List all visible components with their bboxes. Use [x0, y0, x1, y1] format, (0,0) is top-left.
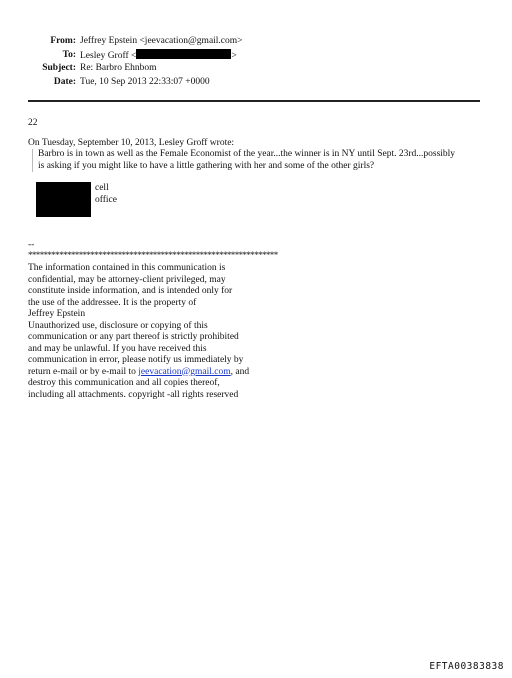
signature-redaction [36, 182, 91, 217]
to-label: To: [62, 49, 76, 60]
disclaimer-line: and may be unlawful. If you have received this [28, 343, 207, 354]
quote-line: Barbro is in town as well as the Female Economist of the year...the winner is in NY until Sept. 23rd...possibly [38, 149, 456, 159]
subject-value: Re: Barbro Ehnbom [80, 63, 157, 73]
email-header [0, 35, 512, 89]
signature-cell-label: cell [95, 183, 109, 193]
disclaimer-line-suffix: , and [230, 366, 250, 377]
from-row [0, 35, 512, 49]
email-link[interactable]: jeevacation@gmail.com [138, 366, 231, 377]
confidentiality-disclaimer [28, 263, 249, 401]
disclaimer-line: Unauthorized use, disclosure or copying of this [28, 320, 208, 331]
disclaimer-line: The information contained in this communication is [28, 263, 226, 273]
quote-line: is asking if you might like to have a little gathering with her and some of the other girls? [38, 160, 375, 171]
signature-block [95, 183, 117, 206]
bates-number: EFTA00383838 [429, 661, 504, 672]
disclaimer-line: including all attachments. copyright -all rights reserved [28, 389, 239, 400]
disclaimer-line [28, 367, 249, 379]
date-label: Date: [53, 76, 76, 87]
disclaimer-line: constitute inside information, and is intended only for [28, 286, 233, 296]
to-row [0, 49, 512, 63]
disclaimer-line: confidential, may be attorney-client privileged, may [28, 274, 226, 285]
disclaimer-line: communication in error, please notify us immediately by [28, 355, 244, 365]
disclaimer-line: Jeffrey Epstein [28, 309, 86, 319]
signature-office-label: office [95, 194, 117, 205]
quoted-message [32, 149, 488, 172]
date-value: Tue, 10 Sep 2013 22:33:07 +0000 [80, 76, 210, 87]
disclaimer-line: the use of the addressee. It is the property of [28, 297, 197, 308]
subject-row [0, 62, 512, 76]
to-value-prefix: Lesley Groff < [80, 50, 137, 61]
signature-separator: -- [28, 240, 35, 250]
asterisk-divider: **************************************************************** [28, 250, 278, 260]
from-label: From: [50, 36, 76, 46]
quote-intro: On Tuesday, September 10, 2013, Lesley Groff wrote: [28, 138, 235, 148]
disclaimer-line: communication or any part thereof is strictly prohibited [28, 332, 239, 342]
to-value-suffix: > [231, 50, 237, 61]
disclaimer-line: destroy this communication and all copies thereof, [28, 378, 220, 388]
header-divider [28, 100, 480, 102]
disclaimer-line-prefix: return e-mail or by e-mail to [28, 366, 139, 377]
redaction-bar [136, 49, 231, 59]
from-value: Jeffrey Epstein <jeevacation@gmail.com> [80, 36, 243, 46]
date-row [0, 76, 512, 90]
reply-text: 22 [28, 118, 38, 128]
subject-label: Subject: [42, 63, 76, 73]
